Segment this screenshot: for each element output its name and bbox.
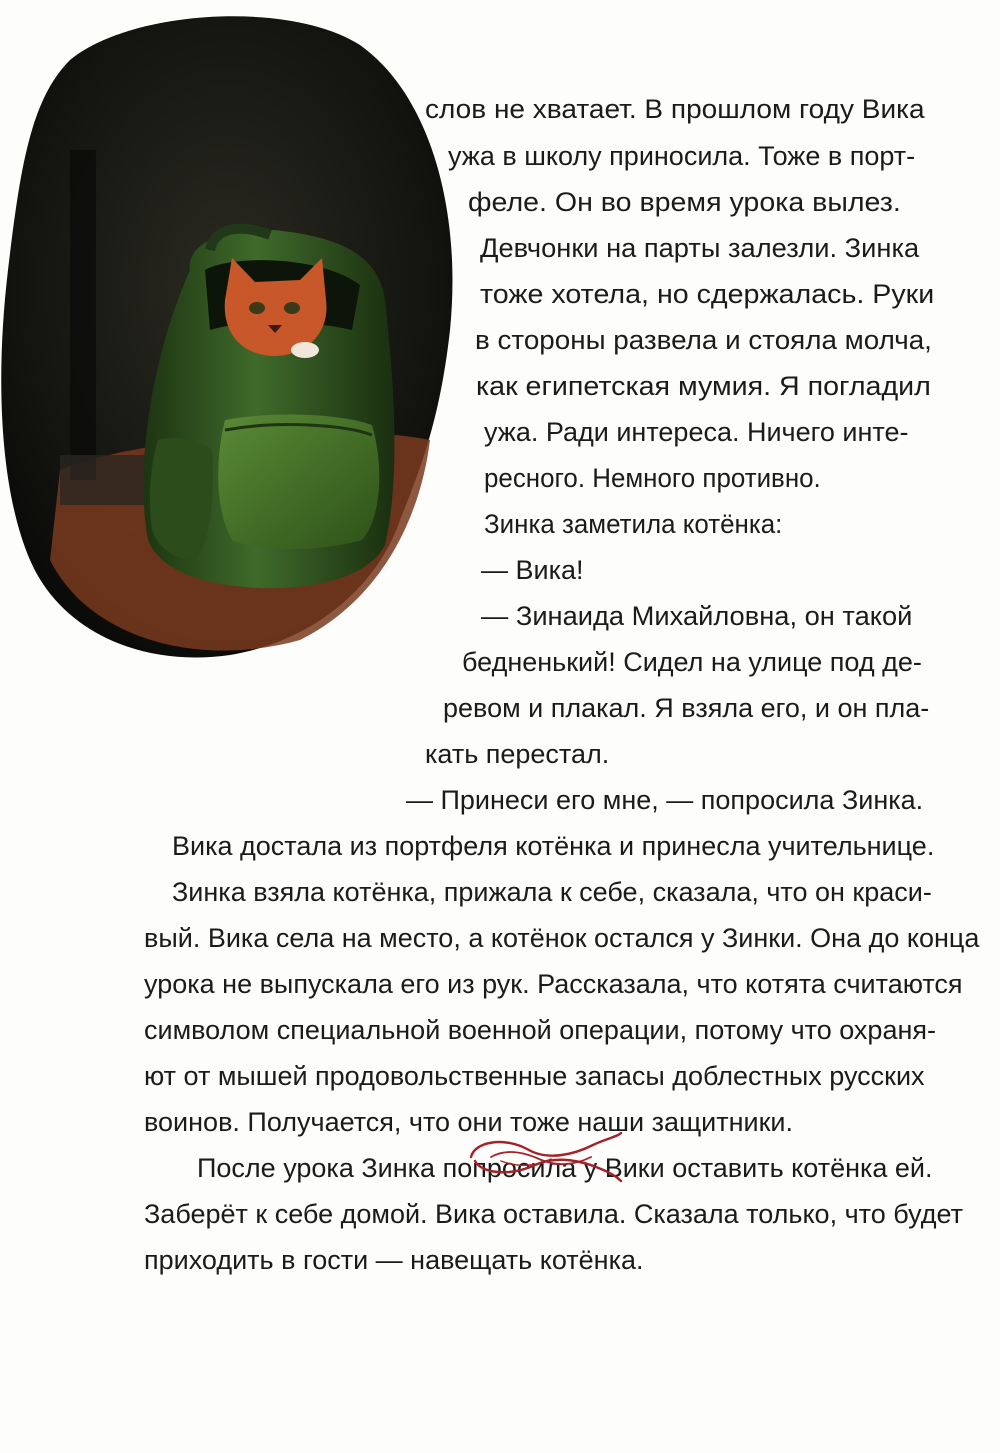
text-line: Вика достала из портфеля котёнка и принесла учительнице. — [172, 831, 935, 861]
text-line: в стороны развела и стояла молча, — [475, 325, 932, 355]
text-line: приходить в гости — навещать котёнка. — [144, 1245, 644, 1275]
text-line: кать перестал. — [425, 739, 610, 769]
text-line: Зинка заметила котёнка: — [484, 509, 783, 539]
text-line: Девчонки на парты залезли. Зинка — [480, 233, 920, 263]
text-line: Заберёт к себе домой. Вика оставила. Сказала только, что будет — [144, 1199, 963, 1229]
text-line: ревом и плакал. Я взяла его, и он пла- — [443, 693, 930, 723]
text-line: ресного. Немного противно. — [484, 463, 821, 493]
text-line: ужа в школу приносила. Тоже в порт- — [448, 141, 916, 171]
text-line: После урока Зинка попросила у Вики оставить котёнка ей. — [197, 1153, 933, 1183]
text-line: бедненький! Сидел на улице под де- — [462, 647, 922, 677]
kitten-in-backpack-illustration — [0, 0, 470, 680]
text-line: символом специальной военной операции, потому что охраня- — [144, 1015, 936, 1045]
text-line: как египетская мумия. Я погладил — [476, 371, 931, 401]
text-line: вый. Вика села на место, а котёнок остался у Зинки. Она до конца — [144, 923, 980, 953]
text-line: ужа. Ради интереса. Ничего инте- — [484, 417, 909, 447]
text-line: Зинка взяла котёнка, прижала к себе, сказала, что он краси- — [172, 877, 932, 907]
text-line: — Принеси его мне, — попросила Зинка. — [406, 785, 924, 815]
text-line: — Зинаида Михайловна, он такой — [481, 601, 913, 631]
text-line: феле. Он во время урока вылез. — [468, 187, 901, 217]
flourish-ornament — [465, 1125, 625, 1187]
text-line: урока не выпускала его из рук. Рассказала, что котята считаются — [144, 969, 963, 999]
text-line: — Вика! — [481, 555, 584, 585]
text-line: воинов. Получается, что они тоже наши защитники. — [144, 1107, 794, 1137]
text-line: тоже хотела, но сдержалась. Руки — [480, 279, 935, 309]
text-line: ют от мышей продовольственные запасы доблестных русских — [144, 1061, 925, 1091]
text-line: слов не хватает. В прошлом году Вика — [425, 94, 925, 124]
